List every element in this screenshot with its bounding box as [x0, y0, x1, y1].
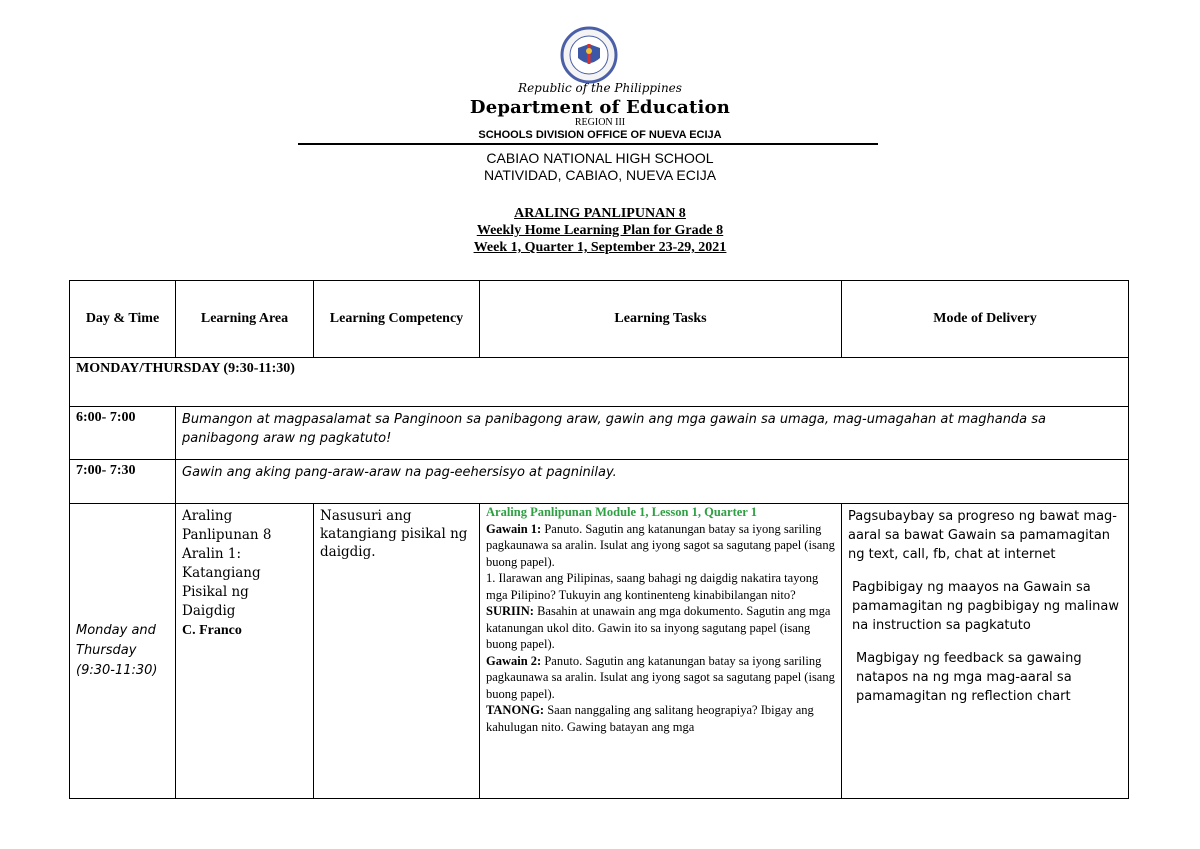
teacher-name: C. Franco	[182, 623, 242, 638]
area-line: Pisikal ng	[182, 584, 249, 600]
lesson-day: Monday and Thursday (9:30-11:30)	[70, 504, 176, 799]
header-mode: Mode of Delivery	[842, 281, 1129, 358]
task-label: TANONG:	[486, 703, 545, 717]
plan-title: Weekly Home Learning Plan for Grade 8	[476, 223, 724, 238]
task-label: Gawain 2:	[486, 653, 542, 668]
school-block	[0, 150, 1200, 184]
task-question-1: 1. Ilarawan ang Pilipinas, saang bahagi ng daigdig nakatira tayong mga Pilipino? Tukuyin ang kontinenteng kinabibilangan nito?	[486, 571, 819, 602]
day-band-row	[70, 358, 1129, 407]
task-gawain-1	[486, 521, 835, 571]
week-title: Week 1, Quarter 1, September 23-29, 2021	[473, 240, 727, 255]
task-tanong	[486, 702, 835, 735]
routine-time: 7:00- 7:30	[70, 460, 176, 504]
table-row	[70, 407, 1129, 460]
task-text: Saan nanggaling ang salitang heograpiya? Ibigay ang kahulugan nito. Gawing batayan ang mga	[486, 703, 814, 734]
learning-tasks-cell	[480, 504, 842, 799]
school-name: CABIAO NATIONAL HIGH SCHOOL	[486, 150, 714, 166]
header-day-time: Day & Time	[70, 281, 176, 358]
task-text: Panuto. Sagutin ang katanungan batay sa iyong sariling pagkaunawa sa aralin. Isulat ang iyong sagot sa sagutang papel (isang buong papel).	[486, 653, 835, 701]
task-text: Basahin at unawain ang mga dokumento. Sagutin ang mga katanungan ukol dito. Gawin ito sa inyong sagutang papel (isang buong papel).	[486, 604, 831, 651]
task-text: Panuto. Sagutin ang katanungan batay sa iyong sariling pagkaunawa sa aralin. Isulat ang iyong sagot sa sagutang papel (isang buong papel).	[486, 521, 835, 569]
area-line: Aralin 1:	[182, 546, 242, 562]
header-tasks: Learning Tasks	[480, 281, 842, 358]
task-suriin	[486, 603, 835, 653]
plan-titles	[0, 205, 1200, 256]
lesson-row	[70, 504, 1129, 799]
area-line: Daigdig	[182, 603, 236, 619]
task-label: Gawain 1:	[486, 521, 542, 536]
learning-area-cell	[176, 504, 314, 799]
division-office: SCHOOLS DIVISION OFFICE OF NUEVA ECIJA	[478, 129, 722, 141]
department-name: Department of Education	[469, 97, 731, 118]
area-line: Araling	[182, 508, 233, 524]
header-competency: Learning Competency	[314, 281, 480, 358]
republic-line: Republic of the Philippines	[518, 81, 682, 95]
table-row	[70, 460, 1129, 504]
mode-item: Magbigay ng feedback sa gawaing natapos na ng mga mag-aaral sa pamamagitan ng reflection chart	[856, 651, 1082, 704]
routine-text: Gawin ang aking pang-araw-araw na pag-eehersisyo at pagninilay.	[176, 460, 1129, 504]
region-line: REGION III	[574, 117, 626, 128]
school-address: NATIVIDAD, CABIAO, NUEVA ECIJA	[483, 167, 717, 183]
routine-time: 6:00- 7:00	[70, 407, 176, 460]
header-divider	[298, 143, 878, 145]
subject-title: ARALING PANLIPUNAN 8	[514, 206, 686, 221]
learning-plan-table	[69, 280, 1129, 799]
mode-of-delivery-cell	[842, 504, 1129, 799]
day-band: MONDAY/THURSDAY (9:30-11:30)	[70, 358, 1129, 407]
routine-text: Bumangon at magpasalamat sa Panginoon sa panibagong araw, gawin ang mga gawain sa umaga, mag-umagahan at maghanda sa panibagong araw ng pagkatuto!	[176, 407, 1129, 460]
task-gawain-2	[486, 653, 835, 703]
header-learning-area: Learning Area	[176, 281, 314, 358]
mode-item: Pagsubaybay sa progreso ng bawat mag-aaral sa bawat Gawain sa pamamagitan ng text, call, fb, chat at internet	[848, 509, 1117, 562]
area-line: Panlipunan 8	[182, 527, 272, 543]
module-title: Araling Panlipunan Module 1, Lesson 1, Quarter 1	[486, 505, 757, 519]
deped-seal-icon	[551, 26, 627, 84]
task-label: SURIIN:	[486, 604, 534, 618]
mode-item: Pagbibigay ng maayos na Gawain sa pamamagitan ng pagbibigay ng malinaw na instruction sa pagkatuto	[852, 580, 1119, 633]
area-line: Katangiang	[182, 565, 261, 581]
competency-cell: Nasusuri ang katangiang pisikal ng daigdig.	[314, 504, 480, 799]
table-header-row	[70, 281, 1129, 358]
